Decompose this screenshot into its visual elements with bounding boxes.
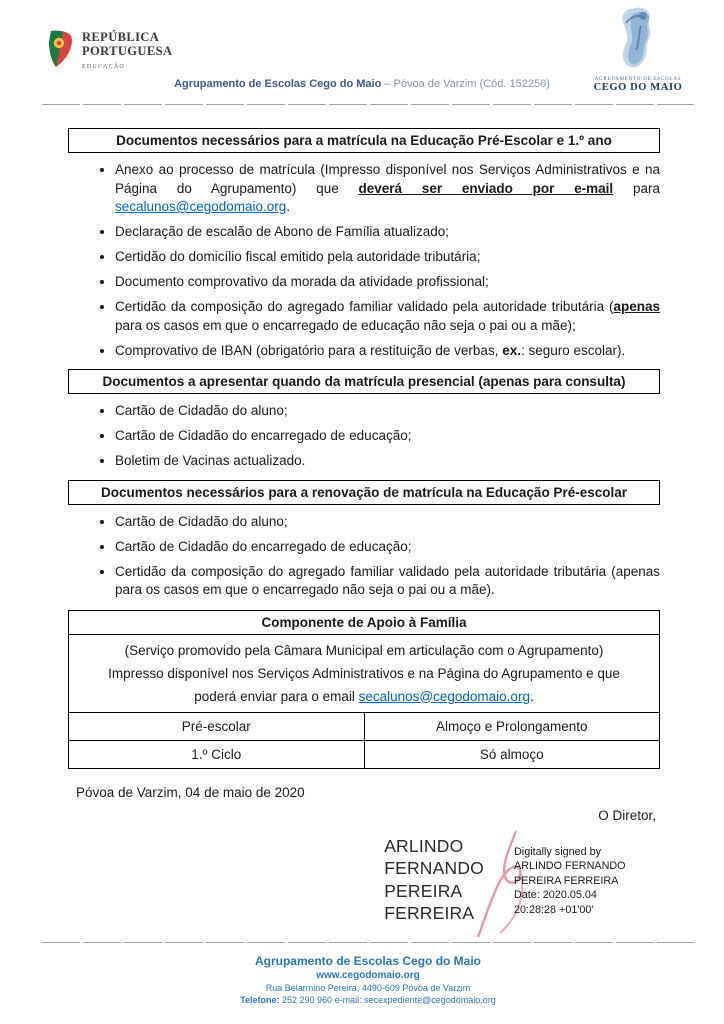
section1-list: [68, 161, 660, 360]
list-item: • Certidão da composição do agregado familiar validado pela autoridade tributária (apenas para os casos em que o encarregado de educação não seja o pai ou a mãe);: [115, 298, 660, 335]
table-cell: Almoço e Prolongamento: [364, 712, 660, 740]
email-link[interactable]: secalunos@cegodomaio.org: [115, 199, 287, 214]
apoio-table-info: (Serviço promovido pela Câmara Municipal em articulação com o Agrupamento) Impresso disponível nos Serviços Administrativos e na Página do Agrupamento e que poderá enviar para o email secalunos@cegodomaio.org.: [69, 634, 660, 712]
signature-name: ARLINDO FERNANDO PEREIRA FERREIRA: [384, 835, 484, 923]
list-item: • Certidão do domicílio fiscal emitido pela autoridade tributária;: [115, 248, 660, 267]
date-line: Póvoa de Varzim, 04 de maio de 2020: [76, 784, 305, 800]
school-figure-icon: [605, 57, 671, 74]
page-footer: [42, 942, 694, 1006]
table-row: [69, 740, 660, 768]
republica-line1: REPÚBLICA: [82, 30, 160, 44]
header-divider: [42, 104, 694, 105]
footer-website: www.cegodomaio.org: [316, 970, 420, 981]
table-cell: Só almoço: [364, 740, 660, 768]
table-cell: 1.º Ciclo: [69, 740, 365, 768]
list-item: • Cartão de Cidadão do aluno;: [115, 513, 660, 532]
educacao-label: EDUCAÇÃO: [82, 64, 125, 70]
signature-block: [68, 835, 660, 925]
list-item: • Certidão da composição do agregado familiar validado pela autoridade tributária (apenas para os casos em que o encarregado não seja o pai ou a mãe).: [115, 563, 660, 600]
footer-contacts: Telefone: 252 290 960 e-mail: secexpediente@cegodomaio.org: [240, 995, 496, 1005]
school-logo-caption: AGRUPAMENTO DE ESCOLAS: [594, 77, 682, 82]
apoio-familia-table: [68, 610, 660, 769]
table-cell: Pré-escolar: [69, 712, 365, 740]
footer-divider: [42, 942, 694, 943]
school-logo-name: CEGO DO MAIO: [593, 82, 683, 93]
apoio-table-title: Componente de Apoio à Família: [69, 610, 660, 634]
document-body: [68, 128, 660, 925]
list-item: • Cartão de Cidadão do encarregado de educação;: [115, 427, 660, 446]
list-item: • Comprovativo de IBAN (obrigatório para a restituição de verbas, ex.: seguro escolar).: [115, 342, 660, 361]
list-item: • Cartão de Cidadão do aluno;: [115, 402, 660, 421]
footer-email: secexpediente@cegodomaio.org: [364, 995, 496, 1005]
portugal-flag-icon: [48, 30, 74, 73]
republica-portuguesa-logo: [48, 30, 172, 73]
list-item: • Boletim de Vacinas actualizado.: [115, 452, 660, 471]
list-item: • Cartão de Cidadão do encarregado de educação;: [115, 538, 660, 557]
section2-list: [68, 402, 660, 471]
digital-signature-text: Digitally signed by ARLINDO FERNANDO PEREIRA FERREIRA Date: 2020.05.04 20:28:28 +01'00': [514, 845, 626, 916]
footer-address: Rua Belarmino Pereira, 4490-609 Póvoa de Varzim: [265, 983, 471, 993]
list-item: • Declaração de escalão de Abono de Família atualizado;: [115, 223, 660, 242]
republica-line2: PORTUGUESA: [82, 44, 173, 58]
section2-title: Documentos a apresentar quando da matrícula presencial (apenas para consulta): [68, 369, 660, 394]
table-row: [69, 712, 660, 740]
section3-list: [68, 513, 660, 600]
section3-title: Documentos necessários para a renovação de matrícula na Educação Pré-escolar: [68, 480, 660, 505]
cego-do-maio-logo: [578, 6, 698, 93]
header-school-title: Agrupamento de Escolas Cego do Maio – Póvoa de Varzim (Cód. 152250): [174, 78, 550, 90]
section1-title: Documentos necessários para a matrícula na Educação Pré-Escolar e 1.º ano: [68, 128, 660, 153]
list-item: • Anexo ao processo de matrícula (Impresso disponível nos Serviços Administrativos e na Página do Agrupamento) que deverá ser enviado por e-mail para secalunos@cegodomaio.org.: [115, 161, 660, 217]
email-link[interactable]: secalunos@cegodomaio.org: [358, 688, 530, 704]
list-item: • Documento comprovativo da morada da atividade profissional;: [115, 273, 660, 292]
footer-school-name: Agrupamento de Escolas Cego do Maio: [254, 954, 482, 968]
director-label: O Diretor,: [598, 807, 656, 823]
